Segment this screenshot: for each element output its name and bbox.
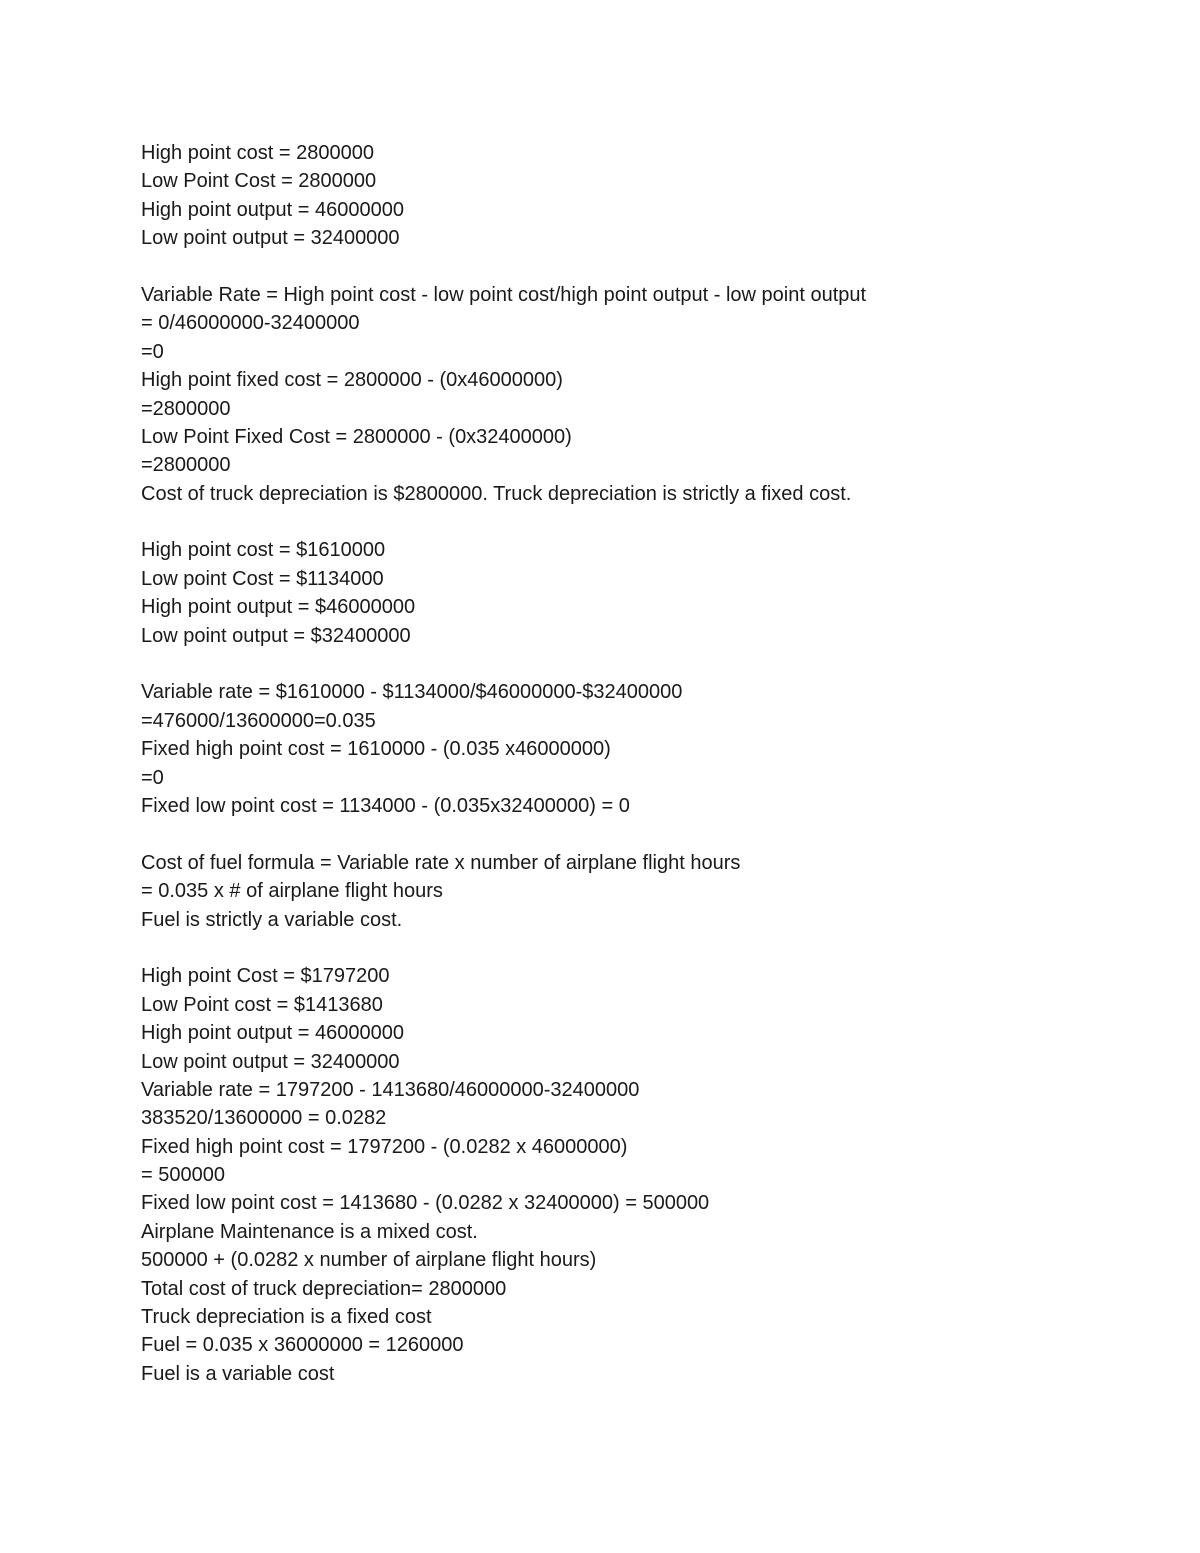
text-line: Low point output = 32400000	[141, 227, 400, 250]
text-line: Fixed low point cost = 1413680 - (0.0282 x 32400000) = 500000	[141, 1192, 710, 1215]
text-line: Fuel is a variable cost	[141, 1362, 335, 1385]
text-line: Variable Rate = High point cost - low point cost/high point output - low point output	[141, 283, 867, 306]
text-line: Low Point Fixed Cost = 2800000 - (0x32400000)	[141, 425, 572, 448]
text-line: Low point output = $32400000	[141, 624, 411, 647]
section-truck-depreciation-calc	[141, 281, 1141, 508]
text-line: Low Point cost = $1413680	[141, 993, 383, 1016]
text-line: 383520/13600000 = 0.0282	[141, 1107, 387, 1130]
text-line: =2800000	[141, 454, 231, 477]
text-line: High point cost = $1610000	[141, 539, 386, 562]
text-line: Total cost of truck depreciation= 2800000	[141, 1277, 507, 1300]
text-line: Fuel = 0.035 x 36000000 = 1260000	[141, 1334, 464, 1357]
text-line: Cost of truck depreciation is $2800000. Truck depreciation is strictly a fixed cost.	[141, 482, 852, 505]
document-body	[141, 139, 1141, 1388]
section-fuel-formula	[141, 849, 1141, 934]
text-line: High point Cost = $1797200	[141, 965, 390, 988]
text-line: Low Point Cost = 2800000	[141, 170, 377, 193]
text-line: =2800000	[141, 397, 231, 420]
text-line: Variable rate = $1610000 - $1134000/$46000000-$32400000	[141, 681, 683, 704]
text-line: Low point output = 32400000	[141, 1050, 400, 1073]
text-line: Fixed high point cost = 1797200 - (0.0282 x 46000000)	[141, 1135, 628, 1158]
text-line: High point output = 46000000	[141, 1022, 404, 1045]
section-fuel-calc	[141, 678, 1141, 820]
text-line: =476000/13600000=0.035	[141, 709, 376, 732]
text-line: Variable rate = 1797200 - 1413680/46000000-32400000	[141, 1078, 640, 1101]
section-airplane-maintenance	[141, 962, 1141, 1388]
text-line: High point output = $46000000	[141, 596, 416, 619]
text-line: Fuel is strictly a variable cost.	[141, 908, 403, 931]
text-line: Fixed high point cost = 1610000 - (0.035 x46000000)	[141, 738, 611, 761]
text-line: = 0/46000000-32400000	[141, 312, 360, 335]
text-line: Airplane Maintenance is a mixed cost.	[141, 1220, 478, 1243]
text-line: Fixed low point cost = 1134000 - (0.035x32400000) = 0	[141, 794, 630, 817]
text-line: Low point Cost = $1134000	[141, 567, 384, 590]
text-line: 500000 + (0.0282 x number of airplane flight hours)	[141, 1249, 597, 1272]
text-line: High point cost = 2800000	[141, 142, 374, 164]
text-line: = 0.035 x # of airplane flight hours	[141, 880, 443, 903]
text-line: High point output = 46000000	[141, 198, 404, 221]
text-line: Truck depreciation is a fixed cost	[141, 1306, 432, 1329]
text-line: = 500000	[141, 1164, 225, 1187]
text-line: Cost of fuel formula = Variable rate x number of airplane flight hours	[141, 851, 741, 874]
text-line: =0	[141, 766, 164, 789]
text-line: =0	[141, 340, 164, 363]
text-line: High point fixed cost = 2800000 - (0x46000000)	[141, 369, 563, 392]
section-truck-depreciation-inputs	[141, 139, 1141, 253]
section-fuel-inputs	[141, 536, 1141, 650]
